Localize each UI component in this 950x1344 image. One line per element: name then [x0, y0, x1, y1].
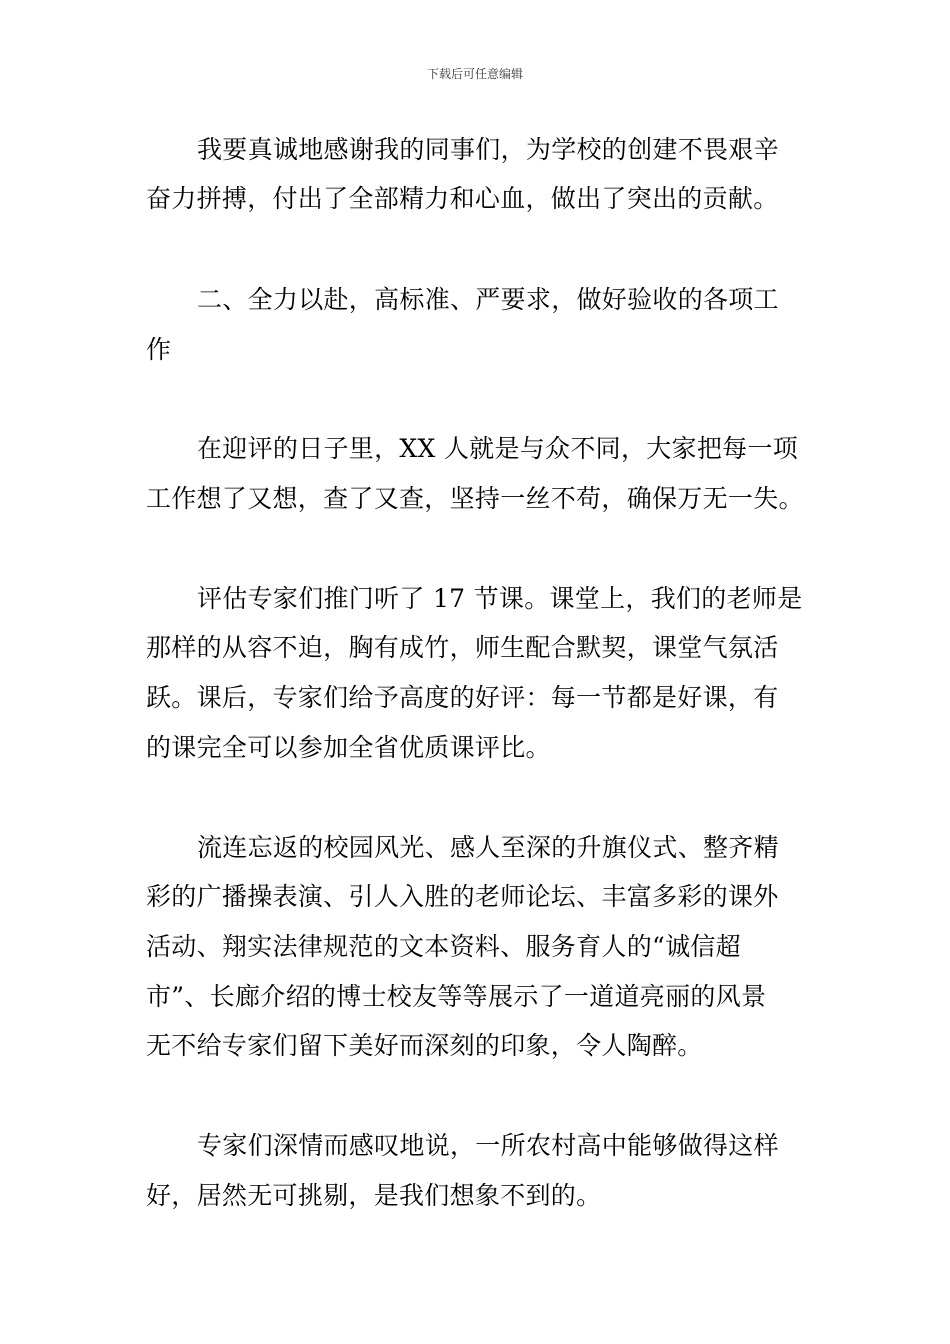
- page-header: 下载后可任意编辑: [426, 67, 523, 81]
- paragraph-line: 跃。课后，专家们给予高度的好评：每一节都是好课，有: [146, 683, 779, 712]
- paragraph-line: 评估专家们推门听了 17 节课。课堂上，我们的老师是: [197, 584, 803, 613]
- paragraph-line: 活动、翔实法律规范的文本资料、服务育人的“诚信超: [146, 932, 741, 961]
- paragraph-line: 彩的广播操表演、引人入胜的老师论坛、丰富多彩的课外: [146, 882, 779, 911]
- paragraph-line: 专家们深情而感叹地说，一所农村高中能够做得这样: [197, 1131, 779, 1160]
- paragraph-line: 的课完全可以参加全省优质课评比。: [146, 733, 551, 762]
- paragraph-line: 二、全力以赴，高标准、严要求，做好验收的各项工: [197, 285, 779, 314]
- paragraph-line: 工作想了又想，查了又查，坚持一丝不苟，确保万无一失。: [146, 484, 804, 513]
- paragraph-line: 那样的从容不迫，胸有成竹，师生配合默契，课堂气氛活: [146, 633, 779, 662]
- paragraph-line: 流连忘返的校园风光、感人至深的升旗仪式、整齐精: [197, 833, 779, 862]
- paragraph-line: 奋力拼搏，付出了全部精力和心血，做出了突出的贡献。: [146, 184, 779, 213]
- paragraph-line: 好，居然无可挑剔，是我们想象不到的。: [146, 1181, 602, 1210]
- paragraph-line: 无不给专家们留下美好而深刻的印象，令人陶醉。: [146, 1031, 703, 1060]
- paragraph-line: 我要真诚地感谢我的同事们，为学校的创建不畏艰辛: [197, 135, 779, 164]
- paragraph-line: 市”、长廊介绍的博士校友等等展示了一道道亮丽的风景: [146, 982, 767, 1011]
- paragraph-line: 作: [146, 335, 172, 364]
- paragraph-line: 在迎评的日子里，XX 人就是与众不同，大家把每一项: [197, 434, 799, 463]
